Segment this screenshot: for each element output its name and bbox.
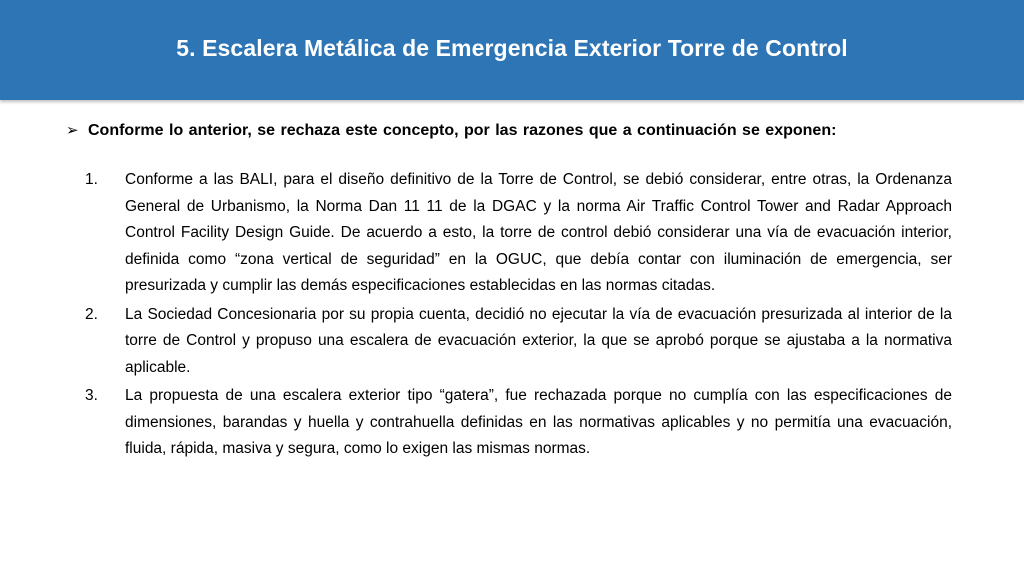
list-item-text: Conforme a las BALI, para el diseño definitivo de la Torre de Control, se debió considerar, entre otras, la Ordenanza General de Urbanismo, la Norma Dan 11 11 de la DGAC y la norma Air Traffic Control Tower and Radar Approach Control Facility Design Guide. De acuerdo a esto, la torre de control debió considerar una vía de evacuación interior, definida como “zona vertical de seguridad” en la OGUC, que debía contar con iluminación de emergencia, ser presurizada y cumplir las demás especificaciones establecidas en las normas citadas. (125, 171, 952, 294)
list-item-number: 1. (85, 171, 98, 188)
list-item-number: 2. (85, 305, 98, 323)
slide-title: 5. Escalera Metálica de Emergencia Exterior Torre de Control (176, 34, 848, 61)
numbered-list (66, 167, 952, 463)
list-item-text: La Sociedad Concesionaria por su propia cuenta, decidió no ejecutar la vía de evacuación presurizada al interior de la torre de Control y propuso una escalera de evacuación exterior, la que se aprobó porque se ajustaba a la normativa aplicable. (125, 305, 952, 376)
list-item (66, 302, 952, 382)
list-item-number: 3. (85, 387, 98, 404)
slide-content (66, 118, 952, 465)
list-item-text: La propuesta de una escalera exterior tipo “gatera”, fue rechazada porque no cumplía con las especificaciones de dimensiones, barandas y huella y contrahuella definidas en las normativas aplicables y no permitía una evacuación, fluida, rápida, masiva y segura, como lo exigen las mismas normas. (125, 387, 952, 457)
title-bar (0, 0, 1024, 100)
list-item (66, 167, 952, 300)
arrow-bullet-icon: ➢ (66, 122, 79, 139)
main-bullet-text: Conforme lo anterior, se rechaza este concepto, por las razones que a continuación se exponen: (88, 122, 837, 139)
list-item (66, 383, 952, 463)
main-bullet (66, 118, 952, 144)
